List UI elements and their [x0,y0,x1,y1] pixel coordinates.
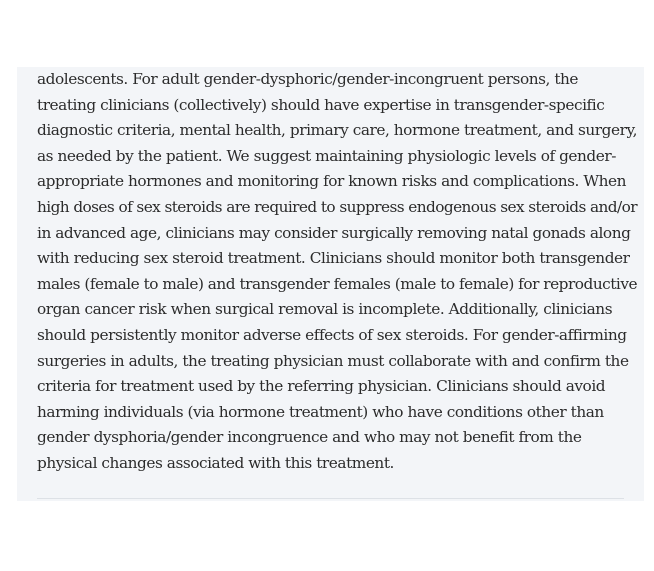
abstract-line: high doses of sex steroids are required to suppress endogenous sex steroids and/or [37,197,637,216]
abstract-line: should persistently monitor adverse effects of sex steroids. For gender-affirming [37,325,627,344]
abstract-line: criteria for treatment used by the referring physician. Clinicians should avoid [37,377,606,396]
abstract-line: harming individuals (via hormone treatment) who have conditions other than [37,402,604,421]
abstract-line: diagnostic criteria, mental health, primary care, hormone treatment, and surgery, [37,121,638,140]
abstract-line: treating clinicians (collectively) should have expertise in transgender-specific [37,95,605,114]
abstract-line: with reducing sex steroid treatment. Clinicians should monitor both transgender [37,249,630,268]
abstract-line: physical changes associated with this treatment. [37,453,394,472]
abstract-line: males (female to male) and transgender females (male to female) for reproductive [37,274,638,293]
abstract-line: as needed by the patient. We suggest maintaining physiologic levels of gender- [37,146,616,165]
abstract-line: gender dysphoria/gender incongruence and who may not benefit from the [37,428,582,447]
section-divider [37,498,624,499]
abstract-line: in advanced age, clinicians may consider surgically removing natal gonads along [37,223,631,242]
abstract-line: organ cancer risk when surgical removal is incomplete. Additionally, clinicians [37,300,613,319]
abstract-line: adolescents. For adult gender-dysphoric/gender-incongruent persons, the [37,70,579,88]
abstract-panel [17,67,644,501]
abstract-text [37,67,637,477]
abstract-line: appropriate hormones and monitoring for known risks and complications. When [37,172,627,191]
abstract-line: surgeries in adults, the treating physician must collaborate with and confirm the [37,351,629,370]
